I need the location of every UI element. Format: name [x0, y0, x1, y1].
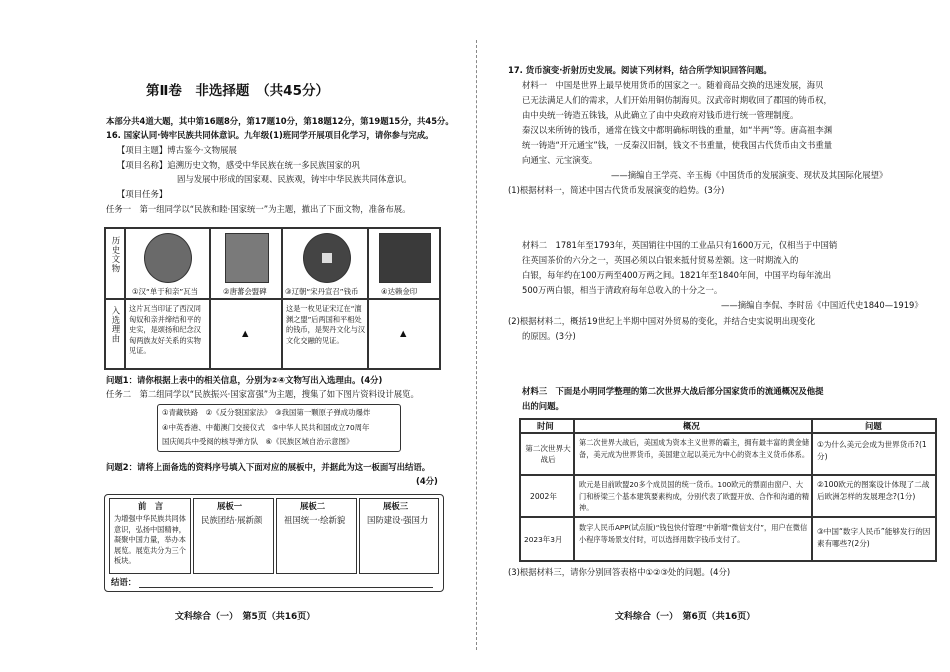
material2-line3: 白银，每年约在100万两至400万两之间。1821年至1840年间，中国平均每年流出: [522, 270, 832, 280]
material1-line4: 秦汉以来所铸的钱币，通常在钱文中都明确标明钱的重量，如“半两”等。唐高祖李渊: [522, 125, 833, 135]
material3-line2: 出的问题。: [522, 401, 564, 411]
answer-blank-4: ▲: [400, 328, 407, 338]
row-label-cell-1: [105, 228, 125, 299]
reason-cell-1: [125, 299, 210, 369]
row2-desc-cell: [574, 475, 812, 517]
row3-question-cell: [812, 517, 936, 561]
materials-box: [157, 404, 401, 452]
row1-question: ①为什么美元会成为世界货币?(1分): [817, 440, 927, 461]
material1-line2: 已无法满足人们的需求，人们开始用铜仿制海贝。汉武帝时期收回了郡国的铸币权，: [522, 95, 832, 105]
question-17-1: (1)根据材料一，简述中国古代货币发展演变的趋势。(3分): [508, 185, 725, 195]
table-header-desc: 概况: [683, 421, 700, 431]
table-row: [520, 517, 574, 561]
project-topic: 【项目主题】博古鉴今·文物展展: [117, 145, 237, 155]
artifact-cell-1: [125, 228, 210, 299]
conclusion-label: 结语：: [111, 577, 137, 587]
board-preface: [109, 498, 191, 574]
project-name-line1: 【项目名称】追溯历史文物，感受中华民族在统一多民族国家的巩: [117, 160, 360, 170]
page-divider: [476, 40, 477, 650]
board-3[interactable]: [359, 498, 439, 574]
material1-line3: 由中央统一铸造五铢钱，从此确立了由中央政府对钱币进行统一管理制度。: [522, 110, 799, 120]
page-6-footer: 文科综合（一） 第6页（共16页）: [615, 612, 756, 622]
caption-1: ①汉“单于和亲”瓦当: [132, 287, 199, 296]
material2-line2: 往英国茶价的六分之一，英国必须以白银来抵付贸易差额。这一时期流入的: [522, 255, 799, 265]
header-time-cell: [520, 419, 574, 433]
board-2-theme: 祖国统一·绘新貌: [284, 515, 346, 525]
row1-desc: 第二次世界大战后，美国成为资本主义世界的霸主，拥有最丰富的黄金储备，美元成为世界货币，美国建立起以美元为中心的资本主义货币体系。: [579, 438, 810, 459]
section-intro: 本部分共4道大题，其中第16题8分，第17题10分，第18题12分，第19题15分，共45分。: [106, 116, 454, 126]
table-header-question: 问题: [865, 421, 882, 431]
currency-table: [519, 418, 937, 562]
table-row: [520, 433, 574, 475]
reason-cell-3: [282, 299, 368, 369]
row1-desc-cell: [574, 433, 812, 475]
row1-question-cell: [812, 433, 936, 475]
board-header-1: 展板一: [217, 501, 243, 511]
table-header-time: 时间: [537, 421, 554, 431]
board-3-theme: 国防建设·强国力: [367, 515, 429, 525]
artifact-cell-3: [282, 228, 368, 299]
row1-time: 第二次世界大战后: [525, 444, 571, 464]
tile-end-image: [144, 233, 192, 283]
reason-cell-2[interactable]: [210, 299, 282, 369]
row-label-reasons: 入选理由: [111, 306, 121, 344]
question-17-2-line1: (2)根据材料二，概括19世纪上半期中国对外贸易的变化，并结合史实说明出现变化: [508, 316, 816, 326]
materials-line2: ④中英香港、中葡澳门交接仪式 ⑤中华人民共和国成立70周年: [162, 423, 370, 432]
answer-blank-2: ▲: [242, 328, 249, 338]
question-1: 问题1：请你根据上表中的相关信息，分别为②④文物写出入选理由。(4分): [106, 375, 383, 385]
row3-time: 2023年3月: [524, 535, 563, 544]
project-name-line2: 固与发展中形成的国家观、民族观，铸牢中华民族共同体意识。: [177, 174, 412, 184]
row3-desc-cell: [574, 517, 812, 561]
board-header-2: 展板二: [300, 501, 326, 511]
section-title: 第Ⅱ卷 非选择题 （共45分）: [146, 83, 329, 99]
board-header-preface: 前 言: [138, 501, 164, 511]
task2-text: 任务二 第二组同学以“民族振兴·国家富强”为主题，搜集了如下图片资料设计展览。: [106, 389, 419, 399]
coin-hole: [322, 253, 332, 263]
material1-line6: 向通宝、元宝演变。: [522, 155, 598, 165]
material2-source: ——摘编自李侃、李时岳《中国近代史1840—1919》: [721, 300, 923, 310]
golden-seal-image: [379, 233, 431, 283]
stele-image: [225, 233, 269, 283]
artifact-cell-4: [368, 228, 440, 299]
caption-4: ④达赖金印: [381, 287, 418, 296]
material1-source: ——摘编自王学亮、辛玉梅《中国货币的发展演变、现状及其国际化展望》: [611, 170, 888, 180]
row2-time: 2002年: [530, 492, 557, 501]
materials-line3: 国庆阅兵中受阅的核导弹方队 ⑥《民族区域自治示意图》: [162, 437, 354, 446]
material1-line1: 材料一 中国是世界上最早使用货币的国家之一。随着商品交换的迅速发展，海贝: [522, 80, 824, 90]
reason-cell-4[interactable]: [368, 299, 440, 369]
row3-desc: 数字人民币APP(试点版)“钱包快付管理”中新增“微信支付”，用户在微信小程序等场景支付时，可以选择用数字钱币支付了。: [579, 523, 808, 544]
board-2[interactable]: [276, 498, 357, 574]
material2-line4: 500万两白银，相当于清政府每年总收入的十分之一。: [522, 285, 723, 295]
page-5-footer: 文科综合（一） 第5页（共16页）: [175, 612, 316, 622]
material2-line1: 材料二 1781年至1793年，英国销往中国的工业品只有1600万元，仅相当于中国销: [522, 240, 838, 250]
reason-1-text: 这片瓦当印证了西汉同匈奴和亲并缔结和平的史实，是颂扬和纪念汉匈两族友好关系的实物见证。: [129, 304, 201, 355]
row2-question: ②100欧元的图案设计体现了二战后欧洲怎样的发展理念?(1分): [817, 480, 930, 501]
preface-text: 为增强中华民族共同体意识，弘扬中国精神，凝聚中国力量，举办本展览。展览共分为三个板块。: [114, 514, 186, 565]
header-desc-cell: [574, 419, 812, 433]
conclusion-answer-line[interactable]: [139, 587, 433, 588]
reason-3-text: 这是一枚见证宋辽在“澶渊之盟”后两国和平相处的钱币，是契丹文化与汉文化交融的见证。: [286, 304, 366, 345]
material1-line5: 统一铸造“开元通宝”钱，一反秦汉旧制，钱文不书重量，使我国古代货币由文书重量: [522, 140, 833, 150]
page-6: [478, 0, 950, 672]
question-17-3: (3)根据材料三，请你分别回答表格中①②③处的问题。(4分): [508, 567, 731, 577]
board-1[interactable]: [193, 498, 274, 574]
table-row: [520, 475, 574, 517]
q17-heading: 17. 货币演变·折射历史发展。阅读下列材料，结合所学知识回答问题。: [508, 65, 772, 75]
exhibition-boards: [104, 494, 444, 592]
row2-desc: 欧元是目前欧盟20多个成员国的统一货币。100欧元的票面由窗户、大门和桥梁三个基本建筑要素构成，分别代表了欧盟开放、合作和沟通的精神。: [579, 480, 810, 512]
task1-text: 任务一 第一组同学以“民族和睦·国家统一”为主题，撤出了下面文物，准备布展。: [106, 204, 411, 214]
materials-line1: ①青藏铁路 ②《反分裂国家法》 ③我国第一颗原子弹成功爆炸: [162, 408, 371, 417]
board-header-3: 展板三: [383, 501, 409, 511]
artifact-cell-2: [210, 228, 282, 299]
row2-question-cell: [812, 475, 936, 517]
question-2: 问题2：请将上面备选的资料序号填入下面对应的展板中，并据此为这一板面写出结语。: [106, 462, 431, 472]
board-1-theme: 民族团结·展新颜: [201, 515, 263, 525]
q16-heading: 16. 国家认同·铸牢民族共同体意识。九年级(1)班同学开展项目化学习，请你参与完成。: [106, 130, 434, 140]
caption-2: ②唐蕃会盟碑: [223, 287, 267, 296]
material3-line1: 材料三 下面是小明同学整理的第二次世界大战后部分国家货币的流通概况及他提: [522, 386, 824, 396]
row-label-cell-2: [105, 299, 125, 369]
row3-question: ③中国“数字人民币”能够发行的因素有哪些?(2分): [817, 527, 931, 548]
question-2-score: (4分): [416, 476, 438, 486]
artifact-table: [104, 227, 441, 370]
header-question-cell: [812, 419, 936, 433]
caption-3: ③辽朝“宋丹宣召”钱币: [285, 287, 359, 296]
row-label-artifacts: 历史文物: [111, 236, 121, 274]
question-17-2-line2: 的原因。(3分): [522, 331, 576, 341]
project-task-label: 【项目任务】: [117, 189, 168, 199]
